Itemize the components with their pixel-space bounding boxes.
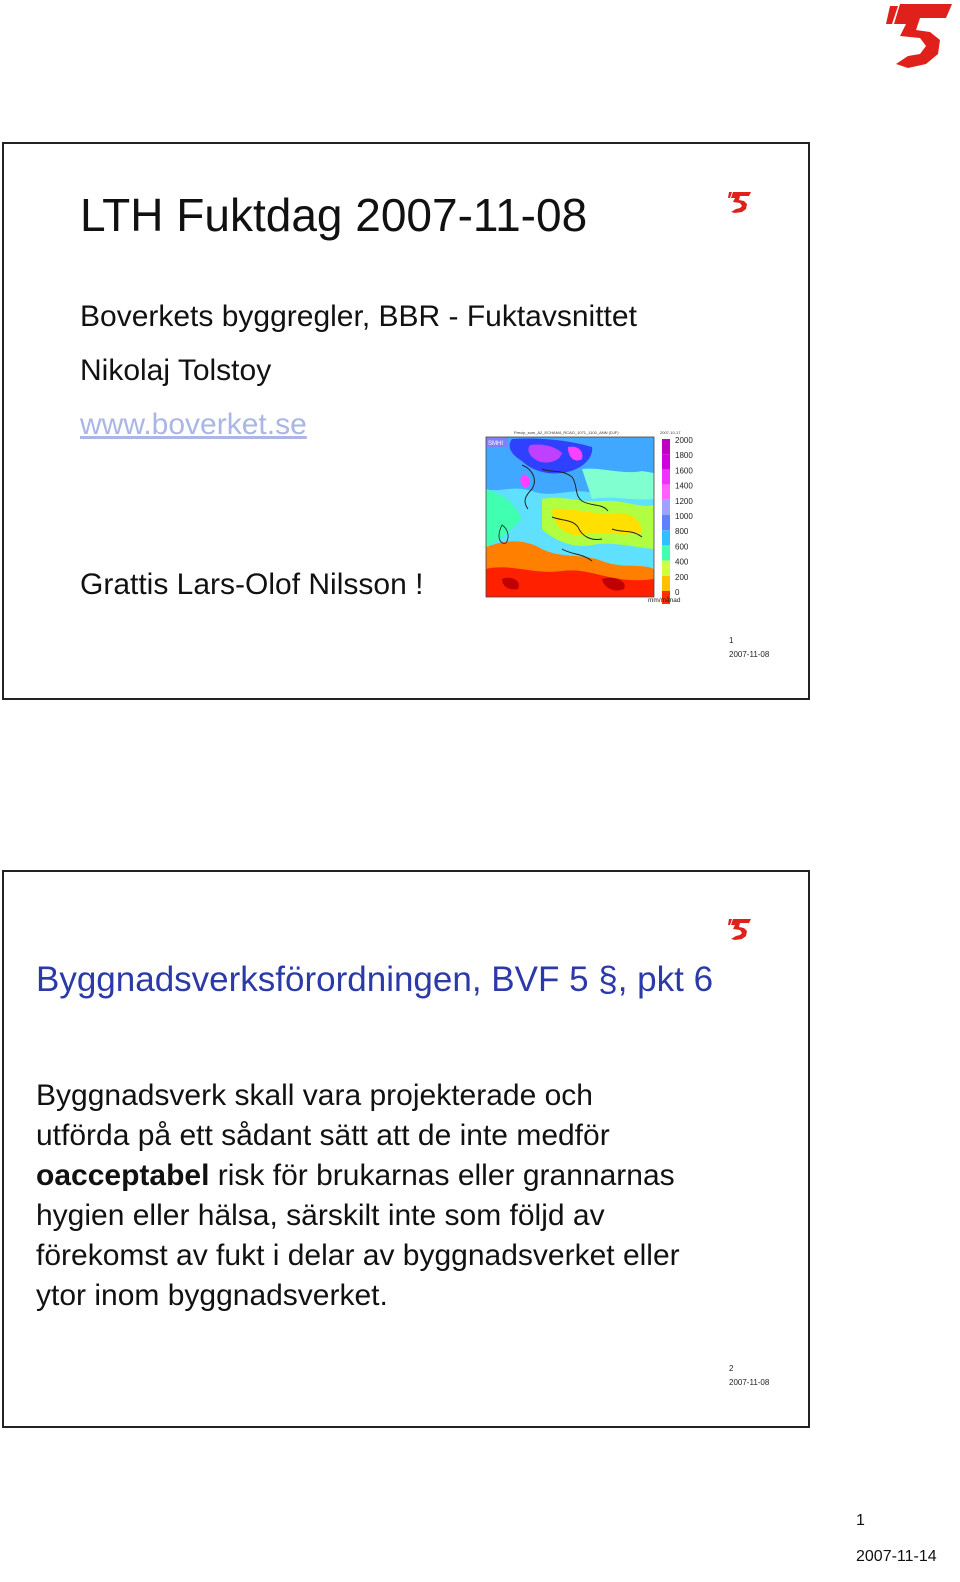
bold-word: oacceptabel xyxy=(36,1159,210,1192)
legend-label: 1000 xyxy=(675,512,693,521)
legend-label: 800 xyxy=(675,527,689,537)
legend-swatch xyxy=(662,561,670,576)
legend-label: 1600 xyxy=(675,466,693,476)
boverket-logo-small xyxy=(728,191,752,213)
legend-swatch xyxy=(662,545,670,560)
text-line: hygien eller hälsa, särskilt inte som följd av xyxy=(36,1199,605,1232)
legend-label: 2000 xyxy=(675,436,693,445)
slide-date: 2007-11-08 xyxy=(729,1378,770,1387)
text-line: utförda på ett sådant sätt att de inte medför xyxy=(36,1119,610,1152)
boverket-logo-small xyxy=(728,918,752,940)
legend-swatch xyxy=(662,439,670,454)
legend-swatch xyxy=(662,576,670,591)
boverket-link[interactable]: www.boverket.se xyxy=(80,408,307,441)
page-date: 2007-11-14 xyxy=(856,1548,937,1565)
legend-swatch xyxy=(662,500,670,515)
slide-title: LTH Fuktdag 2007-11-08 xyxy=(80,189,588,241)
legend-label: 1400 xyxy=(675,481,693,491)
legend-label: 0 xyxy=(675,588,680,597)
slide-title: Byggnadsverksförordningen, BVF 5 §, pkt 6 xyxy=(36,960,714,999)
legend-label: 200 xyxy=(675,572,689,582)
legend-swatch xyxy=(662,530,670,545)
legend-unit: mm/månad xyxy=(648,597,681,604)
slide-subtitle: Boverkets byggregler, BBR - Fuktavsnittet xyxy=(80,300,637,333)
legend-label: 600 xyxy=(675,542,689,552)
legend-swatch xyxy=(662,469,670,484)
precipitation-map xyxy=(482,429,708,604)
slide-2 xyxy=(2,870,810,1428)
legend-label: 1200 xyxy=(675,496,693,506)
text-line: ytor inom byggnadsverket. xyxy=(36,1279,388,1312)
legend-label: 400 xyxy=(675,557,689,567)
map-header: Precip_sum_A2_ECHAM4_RCAO_1071_1100_ANN (DJF) xyxy=(514,430,619,435)
legend-swatch xyxy=(662,485,670,500)
legend-label: 1800 xyxy=(675,451,693,461)
slide-number: 1 xyxy=(729,636,734,645)
text-line xyxy=(36,1156,796,1196)
boverket-logo xyxy=(886,2,956,68)
text-line: Byggnadsverk skall vara projekterade och xyxy=(36,1079,593,1112)
text-line: förekomst av fukt i delar av byggnadsverket eller xyxy=(36,1239,680,1272)
map-badge: SMHI xyxy=(488,441,503,447)
slide-1 xyxy=(2,142,810,700)
congratulation-text: Grattis Lars-Olof Nilsson ! xyxy=(80,568,424,601)
slide-date: 2007-11-08 xyxy=(729,650,770,659)
author-name: Nikolaj Tolstoy xyxy=(80,354,272,387)
map-corner-label: 2007-10-17 xyxy=(660,430,681,435)
legend-swatch xyxy=(662,454,670,469)
page-number: 1 xyxy=(856,1512,865,1529)
text-line-rest: risk för brukarnas eller grannarnas xyxy=(209,1159,675,1192)
legend-swatch xyxy=(662,515,670,530)
regulation-text xyxy=(36,1076,796,1316)
slide-number: 2 xyxy=(729,1364,734,1373)
